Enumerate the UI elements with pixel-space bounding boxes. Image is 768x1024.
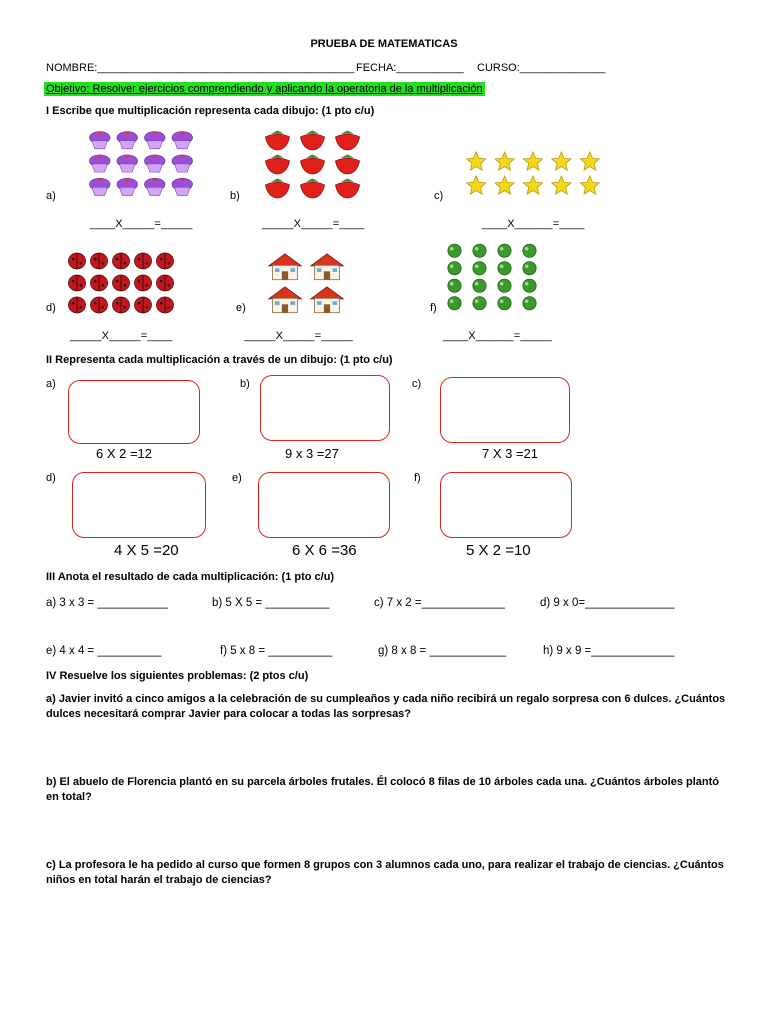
house-icon bbox=[311, 287, 344, 313]
answer-line[interactable]: ____X______=____ bbox=[482, 218, 585, 230]
problem-item: c) La profesora le ha pedido al curso que formen 8 grupos con 3 alumnos cada uno, para realizar el trabajo de ciencias. ¿Cuántos niños en total harán el trabajo de ciencias? bbox=[46, 859, 724, 886]
picture-d bbox=[66, 250, 176, 316]
item-letter: b) bbox=[230, 190, 240, 202]
item-letter: d) bbox=[46, 302, 56, 314]
cupcake-icon bbox=[172, 132, 193, 149]
picture-b bbox=[260, 128, 365, 200]
calc-item[interactable]: f) 5 x 8 = __________ bbox=[220, 645, 333, 657]
calc-item[interactable]: d) 9 x 0=______________ bbox=[540, 597, 675, 609]
star-icon bbox=[523, 152, 542, 170]
cupcake-icon bbox=[172, 178, 193, 195]
cupcake-icon bbox=[117, 155, 138, 172]
drawing-box[interactable] bbox=[260, 375, 390, 441]
green-ball-icon bbox=[448, 297, 461, 310]
cupcake-icon bbox=[144, 155, 165, 172]
green-ball-icon bbox=[473, 279, 486, 292]
ladybug-icon bbox=[68, 275, 85, 291]
ladybug-icon bbox=[156, 297, 173, 313]
ladybug-icon bbox=[112, 297, 129, 313]
cupcake-icon bbox=[117, 178, 138, 195]
strawberry-icon bbox=[300, 179, 324, 199]
green-ball-icon bbox=[448, 279, 461, 292]
section2-heading: II Representa cada multiplicación a través de un dibujo: (1 pto c/u) bbox=[46, 354, 393, 366]
objective-text: Objetivo: Resolver ejercicios comprendiendo y aplicando la operatoria de la multiplicación bbox=[46, 83, 483, 95]
green-ball-icon bbox=[498, 297, 511, 310]
house-icon bbox=[269, 287, 302, 313]
equation: 7 X 3 =21 bbox=[482, 446, 539, 461]
strawberry-icon bbox=[335, 179, 359, 199]
equation: 6 X 2 =12 bbox=[96, 446, 153, 461]
strawberry-icon bbox=[335, 155, 359, 175]
ladybug-icon bbox=[156, 275, 173, 291]
problem-item: b) El abuelo de Florencia plantó en su parcela árboles frutales. Él colocó 8 filas de 10 árboles cada una. ¿Cuántos árboles plantó en total? bbox=[46, 776, 720, 803]
item-letter: a) bbox=[46, 190, 56, 202]
star-icon bbox=[580, 176, 599, 194]
drawing-box[interactable] bbox=[258, 472, 390, 538]
green-ball-icon bbox=[448, 262, 461, 275]
name-field[interactable]: NOMBRE:__________________________________________ bbox=[46, 62, 355, 74]
section1-heading: I Escribe que multiplicación representa cada dibujo: (1 pto c/u) bbox=[46, 105, 375, 117]
drawing-box[interactable] bbox=[440, 377, 570, 443]
green-ball-icon bbox=[473, 244, 486, 257]
page-title: PRUEBA DE MATEMATICAS bbox=[310, 38, 458, 50]
star-icon bbox=[467, 152, 486, 170]
problem-item: a) Javier invitó a cinco amigos a la celebración de su cumpleaños y cada niño recibirá un regalo sorpresa con 6 dulces. ¿Cuántos dulces necesitará comprar Javier para colocar a todas las sorpresas? bbox=[46, 693, 726, 720]
item-letter: b) bbox=[240, 378, 250, 390]
green-ball-icon bbox=[523, 279, 536, 292]
item-letter: f) bbox=[430, 302, 437, 314]
picture-e bbox=[264, 250, 348, 316]
green-ball-icon bbox=[523, 262, 536, 275]
item-letter: c) bbox=[412, 378, 422, 390]
ladybug-icon bbox=[134, 275, 151, 291]
green-ball-icon bbox=[523, 297, 536, 310]
equation: 9 x 3 =27 bbox=[285, 446, 339, 461]
answer-line[interactable]: _____X_____=_____ bbox=[244, 330, 353, 342]
house-icon bbox=[269, 254, 302, 280]
house-icon bbox=[311, 254, 344, 280]
section4-heading: IV Resuelve los siguientes problemas: (2 ptos c/u) bbox=[46, 670, 309, 682]
green-ball-icon bbox=[473, 262, 486, 275]
equation: 5 X 2 =10 bbox=[466, 542, 531, 559]
date-field[interactable]: FECHA:___________ bbox=[356, 62, 464, 74]
cupcake-icon bbox=[144, 178, 165, 195]
drawing-box[interactable] bbox=[68, 380, 200, 444]
green-ball-icon bbox=[473, 297, 486, 310]
star-icon bbox=[495, 152, 514, 170]
drawing-box[interactable] bbox=[72, 472, 206, 538]
ladybug-icon bbox=[112, 275, 129, 291]
strawberry-icon bbox=[335, 131, 359, 151]
ladybug-icon bbox=[90, 297, 107, 313]
star-icon bbox=[552, 152, 571, 170]
calc-item[interactable]: a) 3 x 3 = ___________ bbox=[46, 597, 168, 609]
objective bbox=[44, 82, 485, 96]
drawing-box[interactable] bbox=[440, 472, 572, 538]
section3-heading: III Anota el resultado de cada multiplicación: (1 pto c/u) bbox=[46, 571, 335, 583]
green-ball-icon bbox=[498, 262, 511, 275]
ladybug-icon bbox=[112, 253, 129, 269]
item-letter: c) bbox=[434, 190, 444, 202]
strawberry-icon bbox=[265, 155, 289, 175]
course-field[interactable]: CURSO:______________ bbox=[477, 62, 606, 74]
answer-line[interactable]: _____X_____=____ bbox=[70, 330, 173, 342]
star-icon bbox=[495, 176, 514, 194]
item-letter: d) bbox=[46, 472, 56, 484]
star-icon bbox=[467, 176, 486, 194]
star-icon bbox=[580, 152, 599, 170]
item-letter: a) bbox=[46, 378, 56, 390]
ladybug-icon bbox=[90, 275, 107, 291]
equation: 4 X 5 =20 bbox=[114, 542, 179, 559]
picture-a bbox=[86, 128, 196, 198]
ladybug-icon bbox=[68, 253, 85, 269]
cupcake-icon bbox=[144, 132, 165, 149]
answer-line[interactable]: ____X______=_____ bbox=[443, 330, 552, 342]
item-letter: e) bbox=[232, 472, 242, 484]
green-ball-icon bbox=[523, 244, 536, 257]
calc-item[interactable]: e) 4 x 4 = __________ bbox=[46, 645, 162, 657]
ladybug-icon bbox=[156, 253, 173, 269]
answer-line[interactable]: ____X_____=_____ bbox=[90, 218, 193, 230]
calc-item[interactable]: g) 8 x 8 = ____________ bbox=[378, 645, 507, 657]
equation: 6 X 6 =36 bbox=[292, 542, 357, 559]
strawberry-icon bbox=[300, 131, 324, 151]
cupcake-icon bbox=[89, 178, 110, 195]
calc-item[interactable]: b) 5 X 5 = __________ bbox=[212, 597, 330, 609]
star-icon bbox=[523, 176, 542, 194]
green-ball-icon bbox=[448, 244, 461, 257]
item-letter: e) bbox=[236, 302, 246, 314]
item-letter: f) bbox=[414, 472, 421, 484]
green-ball-icon bbox=[498, 244, 511, 257]
calc-item[interactable]: c) 7 x 2 =_____________ bbox=[374, 597, 505, 609]
calc-item[interactable]: h) 9 x 9 =_____________ bbox=[543, 645, 675, 657]
picture-f bbox=[442, 242, 542, 312]
strawberry-icon bbox=[265, 131, 289, 151]
ladybug-icon bbox=[134, 297, 151, 313]
ladybug-icon bbox=[68, 297, 85, 313]
green-ball-icon bbox=[498, 279, 511, 292]
cupcake-icon bbox=[89, 132, 110, 149]
cupcake-icon bbox=[117, 132, 138, 149]
ladybug-icon bbox=[134, 253, 151, 269]
star-icon bbox=[552, 176, 571, 194]
cupcake-icon bbox=[172, 155, 193, 172]
strawberry-icon bbox=[300, 155, 324, 175]
strawberry-icon bbox=[265, 179, 289, 199]
ladybug-icon bbox=[90, 253, 107, 269]
answer-line[interactable]: _____X_____=____ bbox=[262, 218, 365, 230]
cupcake-icon bbox=[89, 155, 110, 172]
picture-c bbox=[462, 150, 604, 198]
